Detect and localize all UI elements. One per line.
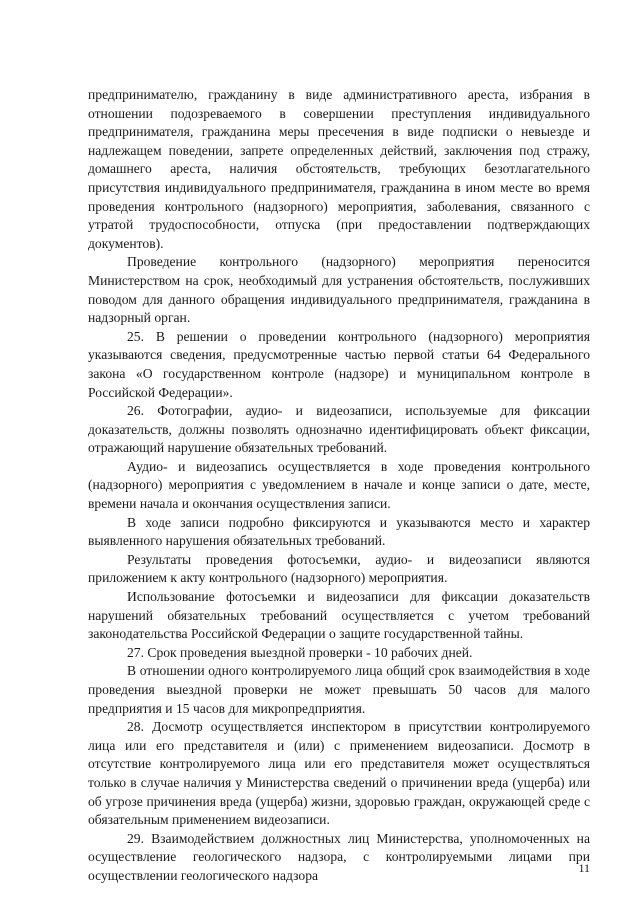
paragraph-clause-28: 28. Досмотр осуществляется инспектором в присутствии контролируемого лица или его представителя и (или) с применением видеозаписи. Досмотр в отсутствие контролируемого лица или его представителя может осуществляться только в случае наличия у Министерства сведений о причинении вреда (ущерба) или об угрозе причинения вреда (ущерба) жизни, здоровью граждан, окружающей среде с обязательным применением видеозаписи. [88, 719, 590, 828]
document-body [88, 86, 590, 886]
paragraph-clause-26: 26. Фотографии, аудио- и видеозаписи, используемые для фиксации доказательств, должны позволять однозначно идентифицировать объект фиксации, отражающий нарушение обязательных требований. [88, 403, 590, 456]
paragraph-postponement: Проведение контрольного (надзорного) мероприятия переносится Министерством на срок, необходимый для устранения обстоятельств, послуживших поводом для данного обращения индивидуального предпринимателя, гражданина в надзорный орган. [88, 254, 590, 326]
paragraph-clause-29: 29. Взаимодействием должностных лиц Министерства, уполномоченных на осуществление геологического надзора, с контролируемыми лицами при осуществлении геологического надзора [88, 830, 590, 883]
paragraph-results: Результаты проведения фотосъемки, аудио- и видеозаписи являются приложением к акту контрольного (надзорного) мероприятия. [88, 551, 590, 586]
paragraph-recording-details: В ходе записи подробно фиксируются и указываются место и характер выявленного нарушения обязательных требований. [88, 514, 590, 549]
paragraph-continuation: предпринимателю, гражданину в виде административного ареста, избрания в отношении подозреваемого в совершении преступления индивидуального предпринимателя, гражданина меры пресечения в виде подписки о невыезде и надлежащем поведении, запрете определенных действий, заключения под стражу, домашнего ареста, наличия обстоятельств, требующих безотлагательного присутствия индивидуального предпринимателя, гражданина в ином месте во время проведения контрольного (надзорного) мероприятия, заболевания, связанного с утратой трудоспособности, отпуска (при предоставлении подтверждающих документов). [88, 87, 590, 251]
page-number: 11 [578, 861, 590, 875]
paragraph-interaction-term: В отношении одного контролируемого лица общий срок взаимодействия в ходе проведения выездной проверки не может превышать 50 часов для малого предприятия и 15 часов для микропредприятия. [88, 663, 590, 716]
paragraph-clause-25: 25. В решении о проведении контрольного (надзорного) мероприятия указываются сведения, предусмотренные частью первой статьи 64 Федерального закона «О государственном контроле (надзоре) и муниципальном контроле в Российской Федерации». [88, 328, 590, 400]
paragraph-state-secret: Использование фотосъемки и видеозаписи для фиксации доказательств нарушений обязательных требований осуществляется с учетом требований законодательства Российской Федерации о защите государственной тайны. [88, 589, 590, 642]
paragraph-clause-27: 27. Срок проведения выездной проверки - 10 рабочих дней. [127, 644, 473, 660]
paragraph-audio-video: Аудио- и видеозапись осуществляется в ходе проведения контрольного (надзорного) мероприятия с уведомлением в начале и конце записи о дате, месте, времени начала и окончания осуществления записи. [88, 458, 590, 512]
